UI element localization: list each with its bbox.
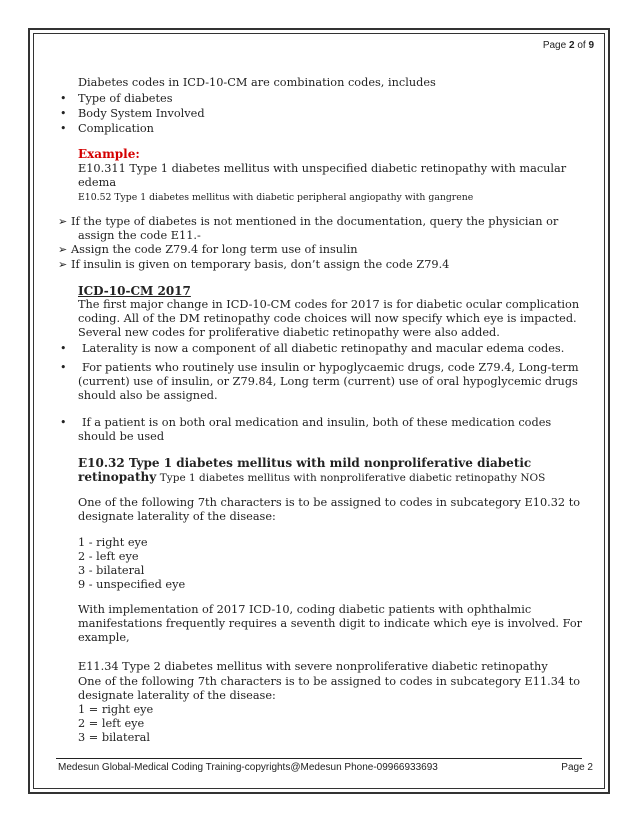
code-heading-bold: retinopathy	[78, 470, 157, 484]
bullet-text: (current) use of insulin, or Z79.84, Long term (current) use of oral hypoglycemic drugs	[78, 375, 578, 388]
code-heading-line2	[78, 470, 545, 485]
bullet-icon: •	[60, 342, 67, 355]
bullet-icon: •	[60, 416, 67, 429]
bullet-icon: •	[60, 92, 67, 105]
rule-line: Assign the code Z79.4 for long term use of insulin	[71, 243, 358, 256]
component-item: Complication	[78, 122, 154, 135]
example-line: edema	[78, 176, 117, 189]
paragraph-line: With implementation of 2017 ICD-10, coding diabetic patients with ophthalmic	[78, 603, 532, 616]
bullet-text: should also be assigned.	[78, 389, 218, 402]
code-line: E11.34 Type 2 diabetes mellitus with severe nonproliferative diabetic retinopathy	[78, 660, 548, 673]
bullet-text: For patients who routinely use insulin or hypoglycaemic drugs, code Z79.4, Long-term	[82, 361, 579, 374]
footer-divider	[56, 758, 582, 759]
instruction-line: designate laterality of the disease:	[78, 510, 276, 523]
character-item: 1 - right eye	[78, 536, 148, 549]
character-item: 9 - unspecified eye	[78, 578, 186, 591]
example-label: Example:	[78, 147, 140, 161]
paragraph-line: manifestations frequently requires a seventh digit to indicate which eye is involved. For	[78, 617, 583, 630]
arrow-bullet-icon: ➢	[58, 258, 68, 271]
arrow-bullet-icon: ➢	[58, 243, 68, 256]
bullet-text: should be used	[78, 430, 165, 443]
character-item: 3 = bilateral	[78, 731, 151, 744]
section-heading: ICD-10-CM 2017	[78, 284, 191, 298]
bullet-text: If a patient is on both oral medication and insulin, both of these medication codes	[82, 416, 552, 429]
component-item: Type of diabetes	[78, 92, 173, 105]
rule-line: If insulin is given on temporary basis, don’t assign the code Z79.4	[71, 258, 450, 271]
character-item: 2 = left eye	[78, 717, 145, 730]
bullet-icon: •	[60, 107, 67, 120]
component-item: Body System Involved	[78, 107, 205, 120]
page-number: Page 2 of 9	[542, 40, 594, 51]
rule-line: If the type of diabetes is not mentioned in the documentation, query the physician or	[71, 215, 559, 228]
example-line: E10.52 Type 1 diabetes mellitus with diabetic peripheral angiopathy with gangrene	[78, 192, 474, 203]
character-item: 2 - left eye	[78, 550, 139, 563]
intro-text: Diabetes codes in ICD-10-CM are combination codes, includes	[78, 76, 436, 89]
paragraph-line: The first major change in ICD-10-CM codes for 2017 is for diabetic ocular complication	[78, 298, 580, 311]
code-heading: E10.32 Type 1 diabetes mellitus with mild nonproliferative diabetic	[78, 456, 532, 470]
bullet-text: Laterality is now a component of all diabetic retinopathy and macular edema codes.	[82, 342, 565, 355]
paragraph-line: example,	[78, 631, 130, 644]
code-description: Type 1 diabetes mellitus with nonproliferative diabetic retinopathy NOS	[159, 472, 546, 484]
character-item: 3 - bilateral	[78, 564, 145, 577]
instruction-line: One of the following 7th characters is to be assigned to codes in subcategory E11.34 to	[78, 675, 581, 688]
arrow-bullet-icon: ➢	[58, 215, 68, 228]
paragraph-line: Several new codes for proliferative diabetic retinopathy were also added.	[78, 326, 500, 339]
footer-text: Medesun Global-Medical Coding Training-copyrights@Medesun Phone-09966933693	[58, 762, 438, 773]
instruction-line: designate laterality of the disease:	[78, 689, 276, 702]
character-item: 1 = right eye	[78, 703, 154, 716]
rule-line: assign the code E11.-	[78, 229, 201, 242]
paragraph-line: coding. All of the DM retinopathy code choices will now specify which eye is impacted.	[78, 312, 577, 325]
bullet-icon: •	[60, 122, 67, 135]
bullet-icon: •	[60, 361, 67, 374]
footer-page: Page 2	[561, 762, 593, 773]
example-line: E10.311 Type 1 diabetes mellitus with unspecified diabetic retinopathy with macular	[78, 162, 567, 175]
instruction-line: One of the following 7th characters is to be assigned to codes in subcategory E10.32 to	[78, 496, 581, 509]
